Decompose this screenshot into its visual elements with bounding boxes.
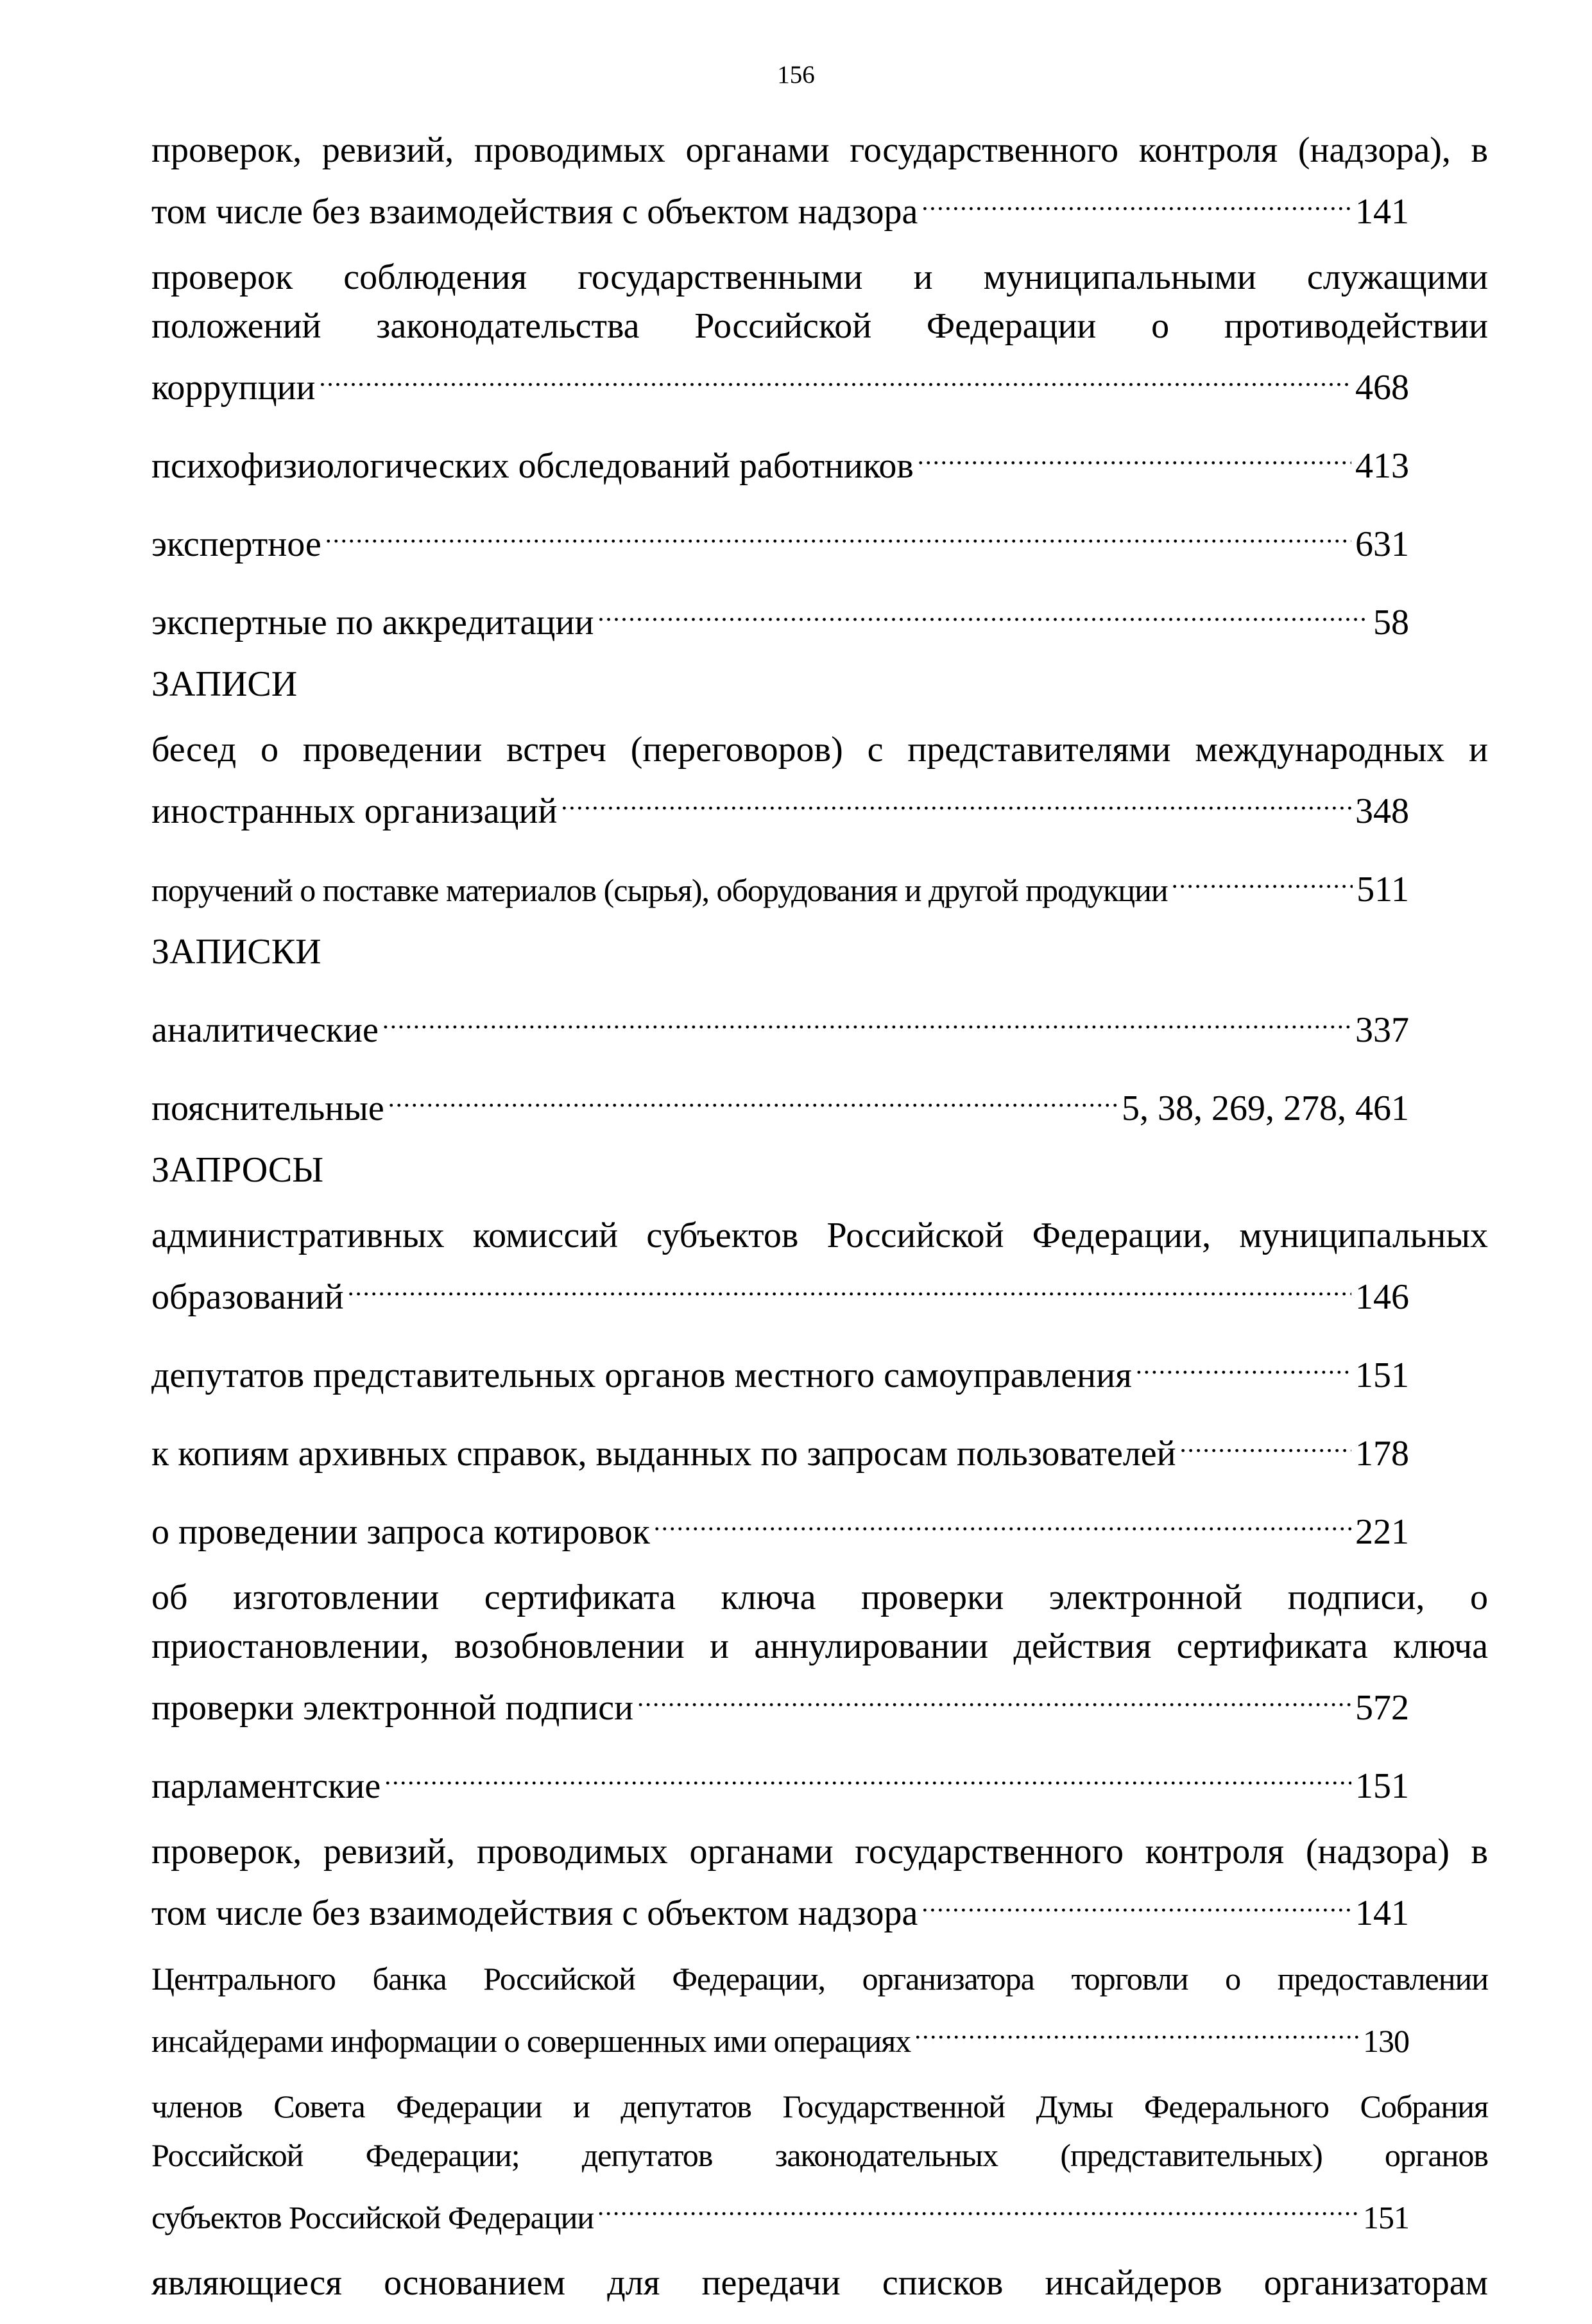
dot-leader <box>1136 1338 1351 1387</box>
index-entry <box>151 1495 1488 1556</box>
dot-leader <box>1172 852 1353 901</box>
dot-leader <box>382 993 1351 1042</box>
page-reference: 151 <box>1355 1766 1409 1806</box>
dot-leader <box>1180 1416 1351 1465</box>
entry-text: являющиеся основанием для передачи списков инсайдеров организаторам <box>151 2263 1488 2303</box>
page-reference: 141 <box>1355 1893 1409 1933</box>
page-reference: 146 <box>1355 1277 1409 1317</box>
page-reference: 221 <box>1355 1512 1409 1552</box>
entry-text: коррупции <box>151 368 316 408</box>
entry-text: аналитические <box>151 1010 379 1050</box>
entry-text: субъектов Российской Федерации <box>151 2199 594 2235</box>
entry-text: Российской Федерации; депутатов законодательных (представительных) органов <box>151 2137 1488 2173</box>
entry-text: о проведении запроса котировок <box>151 1512 650 1552</box>
dot-leader <box>348 1260 1351 1309</box>
index-entry <box>151 1749 1488 1811</box>
page-reference: 5, 38, 269, 278, 461 <box>1122 1089 1409 1128</box>
page-reference: 631 <box>1355 524 1409 564</box>
dot-leader <box>921 1876 1351 1925</box>
dot-leader <box>597 585 1369 634</box>
entry-text: проверок, ревизий, проводимых органами государственного контроля (надзора) в <box>151 1832 1488 1872</box>
dot-leader <box>597 2180 1359 2228</box>
entry-text: об изготовлении сертификата ключа проверки электронной подписи, о <box>151 1578 1488 1617</box>
index-entry <box>151 126 1488 236</box>
entry-text: членов Совета Федерации и депутатов Государственной Думы Федерального Собрания <box>151 2088 1488 2124</box>
dot-leader <box>388 1071 1118 1120</box>
entry-text: Центрального банка Российской Федерации, организатора торговли о предоставлении <box>151 1961 1488 1997</box>
page-reference: 572 <box>1355 1688 1409 1728</box>
entry-text: экспертные по аккредитации <box>151 603 594 642</box>
index-entry <box>151 1338 1488 1400</box>
page-reference: 58 <box>1373 603 1409 642</box>
page-reference: 413 <box>1355 446 1409 486</box>
entry-text: бесед о проведении встреч (переговоров) с представителями международных и <box>151 730 1488 770</box>
dot-leader <box>914 2003 1359 2052</box>
section-heading: ЗАПИСИ <box>151 664 298 704</box>
entry-text: проверки электронной подписи <box>151 1688 634 1728</box>
dot-leader <box>325 507 1351 556</box>
index-entry <box>151 585 1488 647</box>
entry-text: образований <box>151 1277 344 1317</box>
page-reference: 151 <box>1363 2199 1409 2235</box>
entry-text: психофизиологических обследований работников <box>151 446 914 486</box>
dot-leader <box>561 774 1351 823</box>
page-reference: 130 <box>1363 2023 1409 2059</box>
index-entry <box>151 253 1488 412</box>
dot-leader <box>384 1749 1351 1798</box>
entry-text: экспертное <box>151 524 321 564</box>
dot-leader <box>654 1495 1351 1544</box>
entry-text: к копиям архивных справок, выданных по запросам пользователей <box>151 1434 1176 1474</box>
index-entry <box>151 725 1488 836</box>
index-entry <box>151 852 1488 915</box>
entry-text: пояснительные <box>151 1089 384 1128</box>
entry-text: инсайдерами информации о совершенных ими операциях <box>151 2023 911 2059</box>
dot-leader <box>918 429 1351 478</box>
page-reference: 337 <box>1355 1010 1409 1050</box>
section-heading: ЗАПРОСЫ <box>151 1150 324 1190</box>
entry-text: приостановлении, возобновлении и аннулировании действия сертификата ключа <box>151 1626 1488 1666</box>
index-content <box>151 126 1488 2324</box>
entry-text: положений законодательства Российской Федерации о противодействии <box>151 306 1488 346</box>
page-number: 156 <box>777 61 815 89</box>
index-entry <box>151 2259 1488 2307</box>
dot-leader <box>320 350 1352 399</box>
entry-text: том числе без взаимодействия с объектом надзора <box>151 1893 918 1933</box>
page-reference: 141 <box>1355 192 1409 232</box>
index-entry <box>151 1416 1488 1478</box>
section-heading: ЗАПИСКИ <box>151 932 321 972</box>
page-reference: 468 <box>1355 368 1409 408</box>
entry-text: парламентские <box>151 1766 381 1806</box>
page-reference: 151 <box>1355 1356 1409 1395</box>
page-reference: 348 <box>1355 791 1409 831</box>
index-entry <box>151 1954 1488 2065</box>
index-entry <box>151 1573 1488 1732</box>
index-entry <box>151 2082 1488 2242</box>
index-entry <box>151 993 1488 1054</box>
dot-leader <box>921 175 1351 223</box>
entry-text: административных комиссий субъектов Российской Федерации, муниципальных <box>151 1216 1488 1255</box>
page-reference: 178 <box>1355 1434 1409 1474</box>
page-reference: 511 <box>1357 870 1409 909</box>
index-entry <box>151 1211 1488 1321</box>
entry-text: иностранных организаций <box>151 791 558 831</box>
dot-leader <box>637 1671 1351 1719</box>
entry-text: проверок соблюдения государственными и муниципальными служащими <box>151 257 1488 297</box>
index-entry <box>151 429 1488 490</box>
entry-text: том числе без взаимодействия с объектом надзора <box>151 192 918 232</box>
entry-text: депутатов представительных органов местного самоуправления <box>151 1356 1132 1395</box>
index-entry <box>151 507 1488 569</box>
index-entry <box>151 1071 1488 1133</box>
entry-text: проверок, ревизий, проводимых органами государственного контроля (надзора), в <box>151 130 1488 170</box>
entry-text: поручений о поставке материалов (сырья), оборудования и другой продукции <box>151 872 1168 908</box>
index-entry <box>151 1827 1488 1938</box>
